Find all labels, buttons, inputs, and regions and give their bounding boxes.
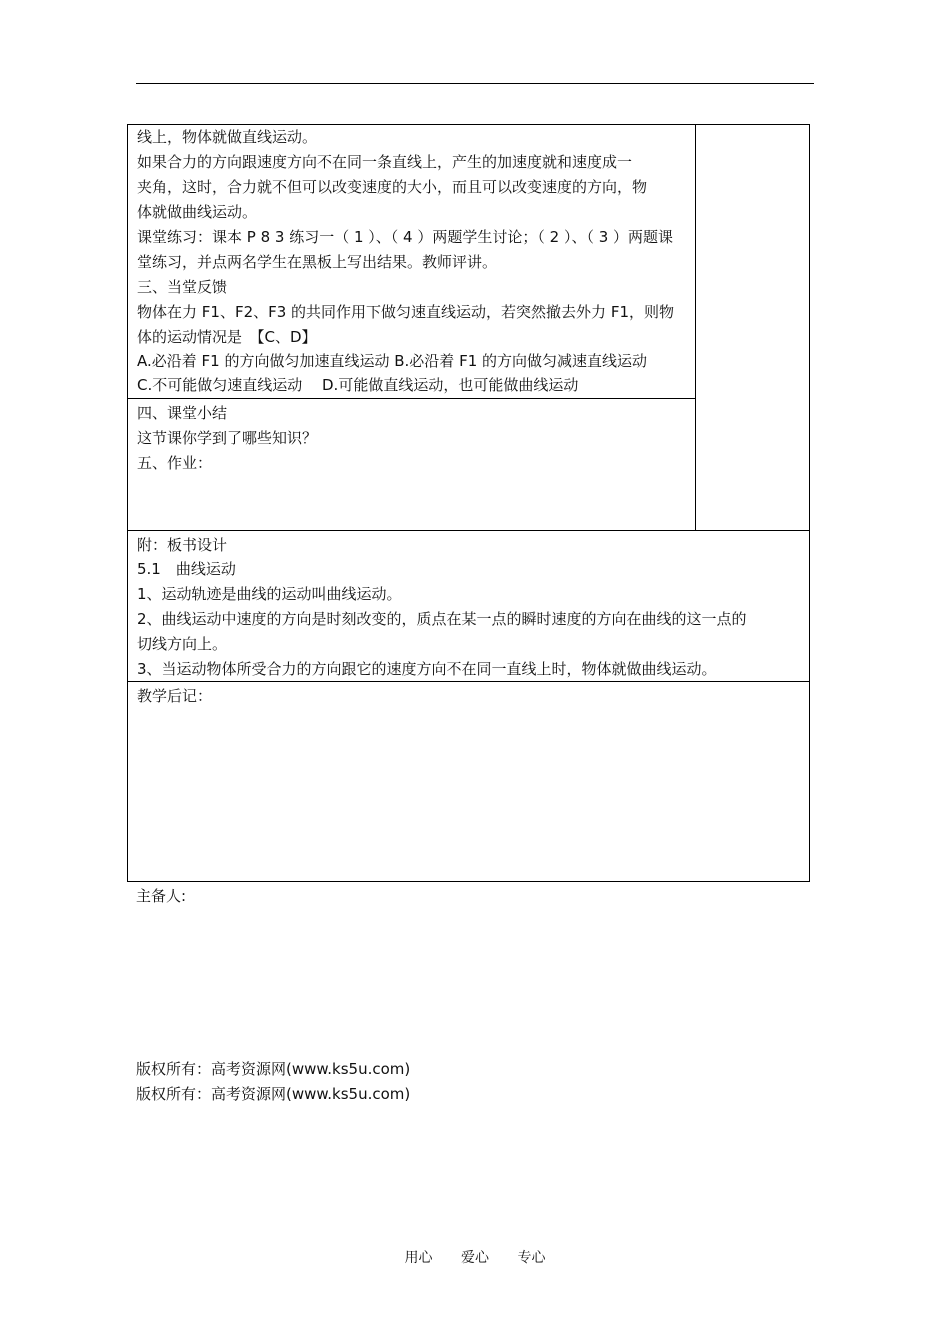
text-line: 5.1 曲线运动 (137, 560, 236, 578)
text-line: 切线方向上。 (137, 635, 228, 653)
section-heading: 四、课堂小结 (137, 404, 228, 422)
text-line: 如果合力的方向跟速度方向不在同一条直线上，产生的加速度就和速度成一 (137, 153, 633, 171)
option-line: C.不可能做匀速直线运动 D.可能做直线运动，也可能做曲线运动 (137, 376, 579, 394)
notes-label: 教学后记： (137, 687, 213, 705)
section-heading: 附：板书设计 (137, 536, 228, 554)
text-line: 堂练习，并点两名学生在黑板上写出结果。教师评讲。 (137, 253, 498, 271)
footer-item: 专心 (517, 1250, 546, 1266)
copyright-line: 版权所有：高考资源网(www.ks5u.com) (136, 1085, 411, 1103)
row-divider (128, 530, 809, 531)
text-line: 课堂练习：课本 P 8 3 练习一（ 1 ）、（ 4 ）两题学生讨论；（ 2 ）、（ 3 ）两题课 (137, 228, 674, 246)
header-rule (136, 83, 814, 84)
text-line: 体的运动情况是 【C、D】 (137, 328, 317, 346)
footer-item: 用心 (404, 1250, 433, 1266)
text-line: 这节课你学到了哪些知识？ (137, 429, 318, 447)
footer-item: 爱心 (461, 1250, 489, 1266)
row-divider (128, 681, 809, 682)
section-heading: 五、作业： (137, 454, 213, 472)
text-line: 2、曲线运动中速度的方向是时刻改变的，质点在某一点的瞬时速度的方向在曲线的这一点的 (137, 610, 747, 628)
text-line: 线上，物体就做直线运动。 (137, 128, 318, 146)
text-line: 1、运动轨迹是曲线的运动叫曲线运动。 (137, 585, 402, 603)
preparer-label: 主备人: (136, 887, 187, 905)
page-footer (0, 1247, 950, 1267)
row-divider (128, 398, 696, 399)
text-line: 体就做曲线运动。 (137, 203, 258, 221)
text-line: 3、当运动物体所受合力的方向跟它的速度方向不在同一直线上时，物体就做曲线运动。 (137, 660, 717, 678)
text-line: 夹角，这时，合力就不但可以改变速度的大小，而且可以改变速度的方向，物 (137, 178, 648, 196)
section-heading: 三、当堂反馈 (137, 278, 228, 296)
column-divider (695, 125, 696, 530)
lesson-table (127, 124, 810, 882)
option-line: A.必沿着 F1 的方向做匀加速直线运动 B.必沿着 F1 的方向做匀减速直线运动 (137, 352, 648, 370)
copyright-line: 版权所有：高考资源网(www.ks5u.com) (136, 1060, 411, 1078)
text-line: 物体在力 F1、F2、F3 的共同作用下做匀速直线运动，若突然撤去外力 F1，则物 (137, 303, 674, 321)
